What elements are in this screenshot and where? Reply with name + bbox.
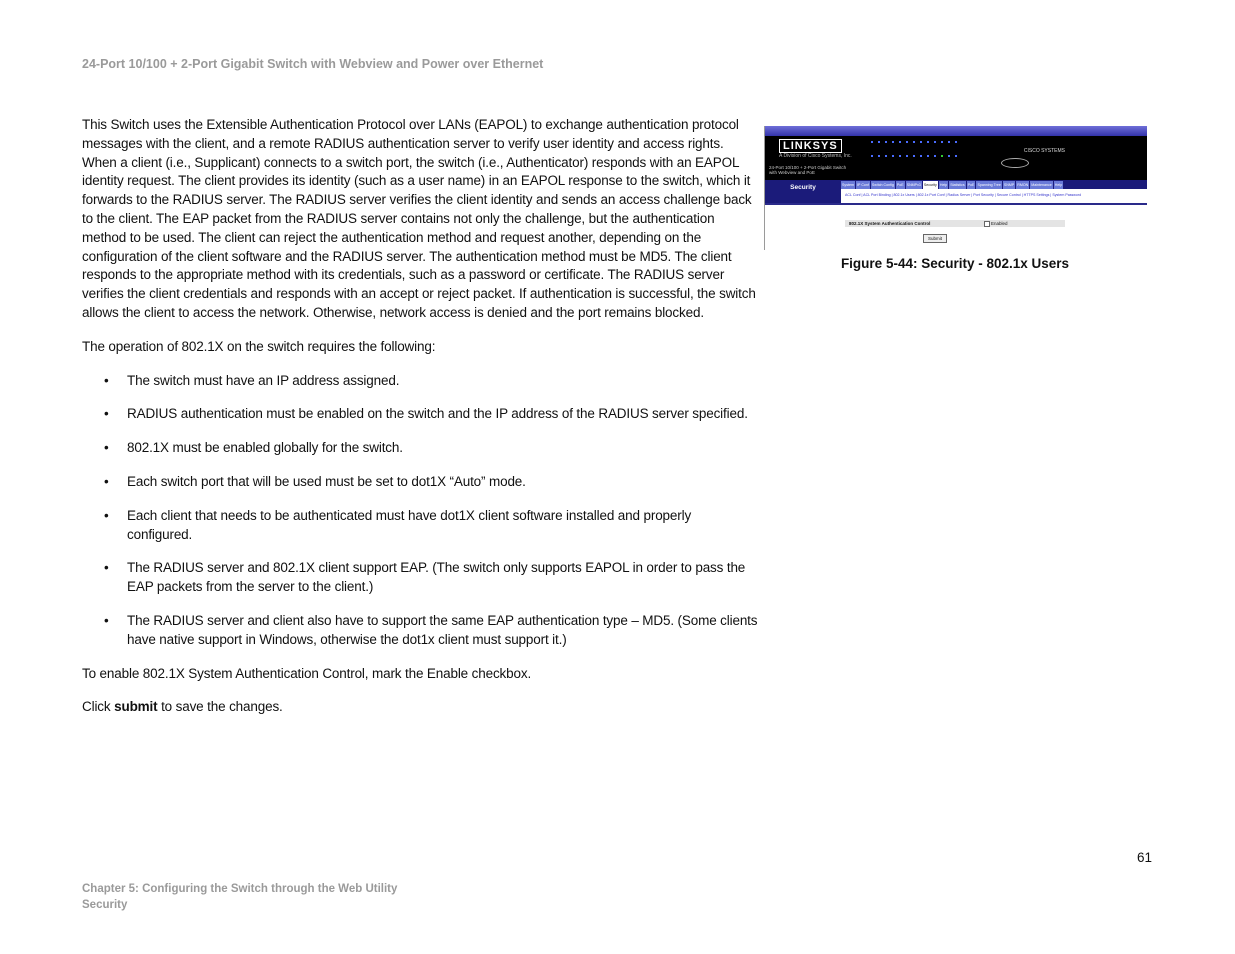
port-led-icon — [927, 155, 929, 157]
cisco-logo: CISCO SYSTEMS — [1023, 148, 1065, 154]
port-led-icon — [920, 141, 922, 143]
figure-tab[interactable]: Help — [939, 183, 948, 187]
port-led-icon — [941, 155, 943, 157]
list-item-text: The RADIUS server and client also have to support the same EAP authentication type – MD5. (Some clients have native support in Windows, otherwise the dot1x client must support it.) — [127, 612, 758, 647]
product-name: 24-Port 10/100 + 2-Port Gigabit Switch with Webview and PoE — [769, 165, 847, 175]
port-led-icon — [934, 141, 936, 143]
port-led-icon — [878, 155, 880, 157]
list-item-text: 802.1X must be enabled globally for the switch. — [127, 440, 403, 456]
section-label: Security — [765, 180, 841, 203]
paragraph-enable-instruction: To enable 802.1X System Authentication Control, mark the Enable checkbox. — [82, 665, 532, 681]
footer-chapter: Chapter 5: Configuring the Switch through the Web Utility — [82, 883, 398, 895]
port-leds — [871, 141, 961, 173]
figure-tab[interactable]: PoE — [967, 183, 975, 187]
figure-banner — [765, 136, 1147, 180]
figure-tab[interactable]: Switch Config — [871, 183, 894, 187]
enabled-label: Enabled — [991, 221, 1008, 226]
port-led-icon — [871, 141, 873, 143]
port-led-icon — [892, 155, 894, 157]
port-led-icon — [941, 141, 943, 143]
port-led-icon — [955, 141, 957, 143]
port-led-icon — [920, 155, 922, 157]
figure-tab[interactable]: Maintenance — [1031, 183, 1052, 187]
figure-tab[interactable]: IP Conf — [856, 183, 869, 187]
figure-tab[interactable]: Statistics — [950, 183, 965, 187]
bullet-icon: • — [104, 473, 109, 489]
bullet-icon: • — [104, 612, 109, 628]
submit-button[interactable]: Submit — [923, 234, 947, 243]
port-led-icon — [899, 141, 901, 143]
figure-tab[interactable]: RMON — [1017, 183, 1029, 187]
bullet-icon: • — [104, 560, 109, 576]
list-item — [82, 612, 758, 650]
port-led-icon — [955, 155, 957, 157]
port-led-icon — [913, 141, 915, 143]
body-content — [82, 116, 758, 732]
figure-tab[interactable]: PoE — [896, 183, 904, 187]
running-header: 24-Port 10/100 + 2-Port Gigabit Switch with Webview and Power over Ethernet — [82, 57, 544, 71]
list-item — [82, 473, 758, 492]
list-item-text: The RADIUS server and 802.1X client support EAP. (The switch only supports EAPOL in order to pass the EAP packets from the server to the client.) — [127, 560, 746, 595]
port-led-icon — [899, 155, 901, 157]
enabled-checkbox[interactable] — [984, 221, 990, 227]
figure-tab-bar — [841, 180, 1147, 189]
figure-tab[interactable]: SNMPv3 — [906, 183, 921, 187]
list-item — [82, 439, 758, 458]
figure-tab[interactable]: Help — [1054, 183, 1063, 187]
port-led-icon — [871, 155, 873, 157]
port-led-icon — [948, 155, 950, 157]
port-led-icon — [906, 141, 908, 143]
figure-tab[interactable]: Security — [923, 183, 937, 187]
cisco-oval-icon — [1001, 158, 1029, 168]
page-footer — [82, 881, 397, 913]
figure-subtabs: ACL Conf | ACL Port Binding | 802.1x Users | 802.1x Port Conf | Radius Server | Port Security | Secure Control | HTTPS Settings | System Password — [845, 193, 1082, 197]
list-item — [82, 559, 758, 597]
auth-control-label: 802.1X System Authentication Control — [849, 221, 931, 226]
submit-instruction-suffix: to save the changes. — [157, 699, 283, 715]
list-item — [82, 372, 758, 391]
submit-instruction-prefix: Click — [82, 699, 115, 715]
bullet-icon: • — [104, 406, 109, 422]
requirements-list — [82, 372, 758, 650]
page-number: 61 — [1137, 850, 1153, 865]
bullet-icon: • — [104, 440, 109, 456]
paragraph-requirements-intro: The operation of 802.1X on the switch requires the following: — [82, 338, 436, 354]
list-item-text: Each client that needs to be authenticated must have dot1X client software installed and properly configured. — [127, 507, 692, 542]
bullet-icon: • — [104, 507, 109, 523]
list-item-text: The switch must have an IP address assigned. — [127, 372, 400, 388]
figure-tab[interactable]: System — [842, 183, 854, 187]
port-led-icon — [913, 155, 915, 157]
list-item-text: Each switch port that will be used must be set to dot1X “Auto” mode. — [127, 473, 526, 489]
port-led-icon — [934, 155, 936, 157]
figure-divider — [765, 203, 1147, 205]
port-led-icon — [906, 155, 908, 157]
submit-keyword: submit — [114, 699, 158, 715]
paragraph-submit-instruction — [82, 698, 758, 717]
linksys-logo: LINKSYS — [779, 139, 842, 153]
port-led-icon — [885, 155, 887, 157]
list-item-text: RADIUS authentication must be enabled on the switch and the IP address of the RADIUS server specified. — [127, 406, 748, 422]
figure-tab[interactable]: Spanning Tree — [977, 183, 1001, 187]
figure-tab[interactable]: SNMP — [1003, 183, 1015, 187]
port-led-icon — [927, 141, 929, 143]
bullet-icon: • — [104, 372, 109, 388]
port-led-icon — [878, 141, 880, 143]
port-led-icon — [885, 141, 887, 143]
screenshot-figure — [764, 126, 1147, 250]
list-item — [82, 405, 758, 424]
port-led-icon — [892, 141, 894, 143]
port-led-icon — [948, 141, 950, 143]
figure-caption: Figure 5-44: Security - 802.1x Users — [840, 256, 1070, 271]
logo-subtitle: A Division of Cisco Systems, Inc. — [779, 153, 852, 159]
footer-section: Security — [82, 899, 128, 911]
paragraph-eapol: This Switch uses the Extensible Authentication Protocol over LANs (EAPOL) to exchange authentication protocol messages with the client, and a remote RADIUS authentication server to verify user identity and access rights. When a client (i.e., Supplicant) connects to a switch port, the switch (i.e., Authenticator) responds with an EAPOL identity request. The client provides its identity (such as a user name) in an EAPOL response to the switch, which it forwards to the RADIUS server. The RADIUS server verifies the client identity and sends an access challenge back to the client. The EAP packet from the RADIUS server contains not only the challenge, but the authentication method to be used. The client can reject the authentication method and request another, depending on the configuration of the client software and the RADIUS server. The authentication method must be MD5. The client responds to the appropriate method with its credentials, such as a password or certificate. The RADIUS server verifies the client credentials and responds with an accept or reject packet. If authentication is successful, the switch allows the client to access the network. Otherwise, network access is denied and the port remains blocked. — [82, 117, 756, 320]
list-item — [82, 507, 758, 545]
figure-top-bar — [765, 126, 1147, 136]
auth-control-row — [845, 220, 1065, 227]
